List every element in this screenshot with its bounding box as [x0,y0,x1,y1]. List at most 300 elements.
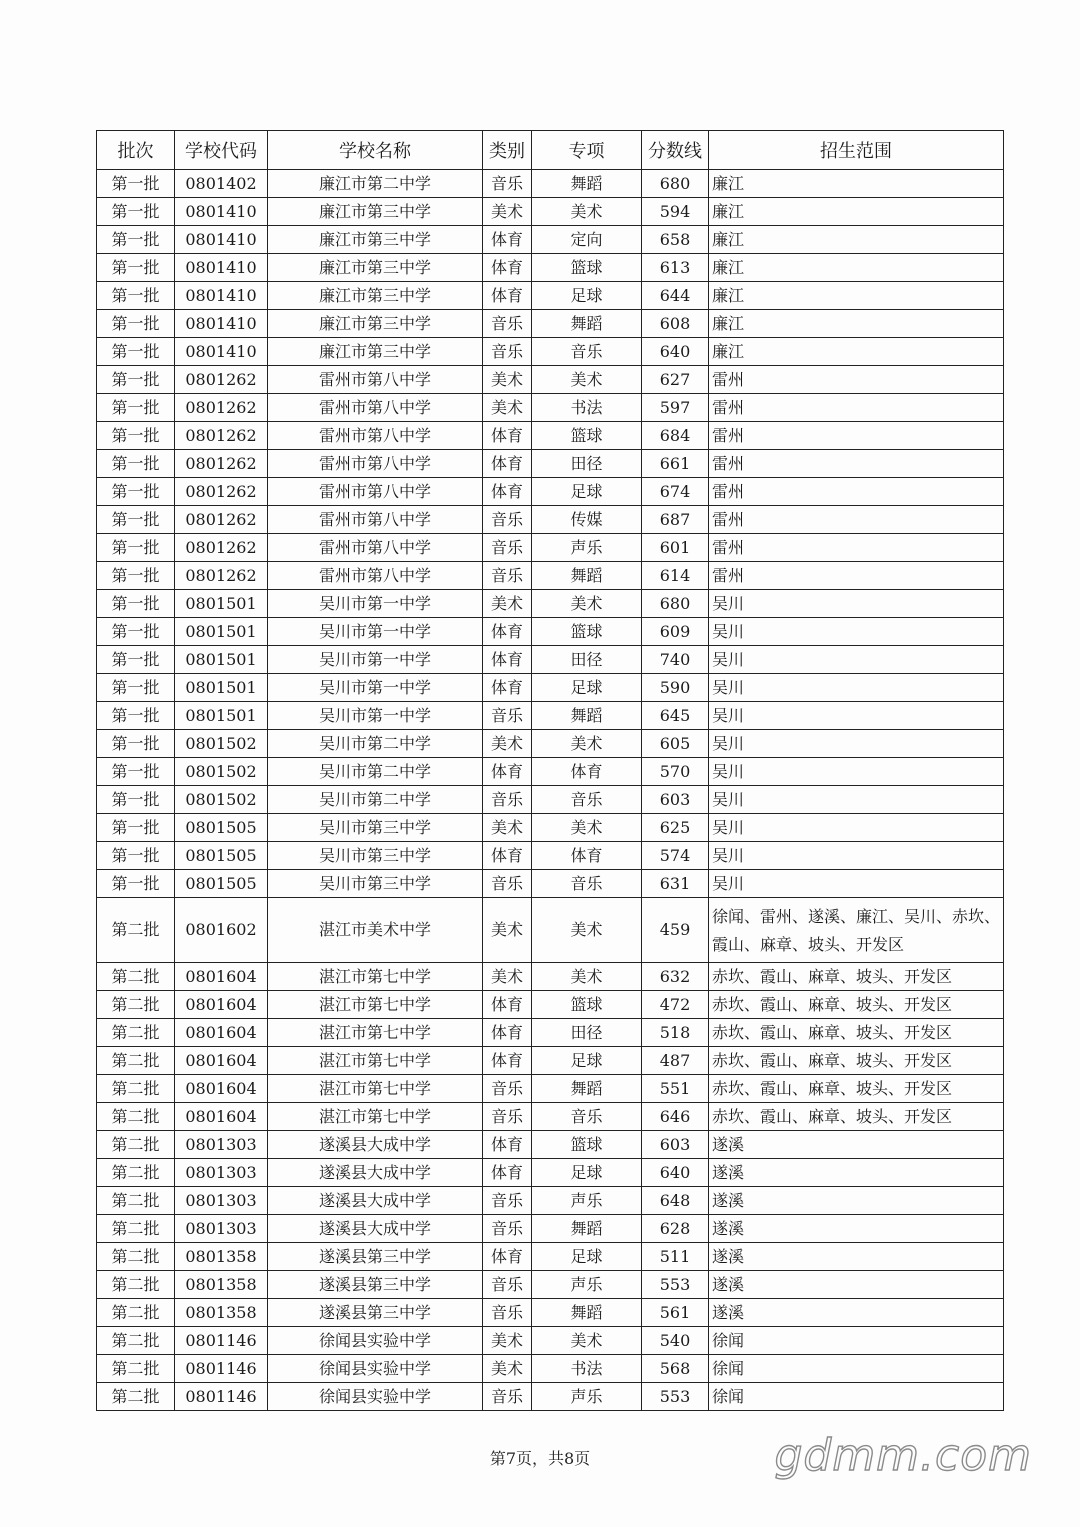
cell-score-line: 551 [642,1075,709,1103]
cell-school-code: 0801303 [175,1187,268,1215]
cell-admission-scope: 雷州 [709,422,1004,450]
cell-category: 体育 [483,1019,532,1047]
cell-school-code: 0801604 [175,963,268,991]
cell-specialty: 舞蹈 [532,702,642,730]
cell-category: 音乐 [483,562,532,590]
cell-admission-scope: 雷州 [709,506,1004,534]
cell-specialty: 舞蹈 [532,1075,642,1103]
cell-admission-scope: 廉江 [709,170,1004,198]
table-row [97,590,1004,618]
cell-specialty: 足球 [532,1159,642,1187]
table-row [97,618,1004,646]
cell-school-name: 遂溪县大成中学 [268,1131,483,1159]
cell-score-line: 603 [642,1131,709,1159]
cell-category: 美术 [483,366,532,394]
table-row [97,1019,1004,1047]
cell-specialty: 美术 [532,730,642,758]
cell-score-line: 487 [642,1047,709,1075]
cell-score-line: 640 [642,338,709,366]
cell-category: 音乐 [483,338,532,366]
cell-score-line: 680 [642,590,709,618]
cell-admission-scope: 赤坎、霞山、麻章、坡头、开发区 [709,991,1004,1019]
cell-category: 音乐 [483,170,532,198]
cell-batch: 第一批 [97,450,175,478]
cell-admission-scope: 雷州 [709,534,1004,562]
cell-school-code: 0801146 [175,1383,268,1411]
cell-admission-scope: 赤坎、霞山、麻章、坡头、开发区 [709,1019,1004,1047]
cell-school-code: 0801501 [175,702,268,730]
cell-specialty: 音乐 [532,786,642,814]
cell-score-line: 640 [642,1159,709,1187]
cell-school-name: 湛江市第七中学 [268,963,483,991]
cell-category: 体育 [483,478,532,506]
cell-school-code: 0801410 [175,226,268,254]
cell-category: 体育 [483,674,532,702]
cell-school-name: 遂溪县大成中学 [268,1159,483,1187]
cell-school-name: 吴川市第一中学 [268,590,483,618]
cell-category: 音乐 [483,702,532,730]
header-batch: 批次 [97,131,175,170]
cell-school-name: 湛江市美术中学 [268,898,483,963]
cell-score-line: 603 [642,786,709,814]
cell-admission-scope: 雷州 [709,478,1004,506]
cell-admission-scope: 遂溪 [709,1159,1004,1187]
table-row [97,758,1004,786]
cell-school-name: 遂溪县第三中学 [268,1271,483,1299]
cell-school-name: 廉江市第三中学 [268,282,483,310]
cell-batch: 第一批 [97,646,175,674]
cell-specialty: 音乐 [532,338,642,366]
cell-category: 体育 [483,1159,532,1187]
table-row [97,702,1004,730]
cell-school-name: 徐闻县实验中学 [268,1327,483,1355]
cell-batch: 第二批 [97,1243,175,1271]
cell-school-code: 0801303 [175,1215,268,1243]
cell-school-code: 0801146 [175,1327,268,1355]
cell-specialty: 舞蹈 [532,562,642,590]
cell-score-line: 459 [642,898,709,963]
cell-category: 音乐 [483,1187,532,1215]
cell-admission-scope: 赤坎、霞山、麻章、坡头、开发区 [709,1075,1004,1103]
cell-admission-scope: 吴川 [709,702,1004,730]
cell-specialty: 美术 [532,963,642,991]
cell-school-code: 0801505 [175,842,268,870]
cell-batch: 第二批 [97,1383,175,1411]
cell-specialty: 书法 [532,1355,642,1383]
cell-admission-scope: 徐闻 [709,1327,1004,1355]
table-row [97,1383,1004,1411]
cell-school-code: 0801501 [175,674,268,702]
cell-school-code: 0801604 [175,1019,268,1047]
cell-admission-scope: 遂溪 [709,1131,1004,1159]
cell-specialty: 美术 [532,366,642,394]
table-row [97,842,1004,870]
table-body [97,170,1004,1411]
cell-category: 美术 [483,898,532,963]
cell-school-code: 0801604 [175,991,268,1019]
cell-score-line: 613 [642,254,709,282]
cell-admission-scope: 廉江 [709,338,1004,366]
page-number: 第7页，共8页 [489,1449,591,1468]
cell-batch: 第一批 [97,170,175,198]
cell-school-name: 遂溪县第三中学 [268,1243,483,1271]
cell-batch: 第二批 [97,898,175,963]
table-row [97,1075,1004,1103]
cell-score-line: 646 [642,1103,709,1131]
cell-specialty: 声乐 [532,1187,642,1215]
cell-specialty: 定向 [532,226,642,254]
cell-school-name: 吴川市第一中学 [268,646,483,674]
cell-batch: 第一批 [97,842,175,870]
cell-category: 体育 [483,842,532,870]
cell-category: 体育 [483,1243,532,1271]
cell-category: 美术 [483,1327,532,1355]
cell-specialty: 田径 [532,450,642,478]
cell-school-code: 0801262 [175,506,268,534]
table-row [97,226,1004,254]
cell-batch: 第一批 [97,870,175,898]
cell-score-line: 631 [642,870,709,898]
cell-admission-scope: 遂溪 [709,1299,1004,1327]
cell-admission-scope: 吴川 [709,758,1004,786]
cell-school-name: 廉江市第三中学 [268,198,483,226]
header-score-line: 分数线 [642,131,709,170]
table-row [97,870,1004,898]
cell-school-code: 0801502 [175,786,268,814]
cell-score-line: 680 [642,170,709,198]
cell-admission-scope: 廉江 [709,254,1004,282]
cell-category: 体育 [483,450,532,478]
cell-score-line: 684 [642,422,709,450]
table-row [97,534,1004,562]
table-header-row [97,131,1004,170]
cell-category: 体育 [483,991,532,1019]
cell-admission-scope: 吴川 [709,814,1004,842]
cell-admission-scope: 雷州 [709,366,1004,394]
cell-score-line: 561 [642,1299,709,1327]
cell-category: 体育 [483,422,532,450]
cell-score-line: 540 [642,1327,709,1355]
cell-specialty: 足球 [532,1243,642,1271]
cell-school-code: 0801501 [175,646,268,674]
table-row [97,170,1004,198]
cell-admission-scope: 遂溪 [709,1215,1004,1243]
cell-specialty: 舞蹈 [532,1299,642,1327]
cell-specialty: 美术 [532,1327,642,1355]
cell-specialty: 美术 [532,898,642,963]
cell-school-name: 雷州市第八中学 [268,366,483,394]
cell-admission-scope: 吴川 [709,730,1004,758]
cell-score-line: 472 [642,991,709,1019]
cell-admission-scope: 徐闻 [709,1355,1004,1383]
cell-batch: 第一批 [97,282,175,310]
cell-score-line: 625 [642,814,709,842]
cell-admission-scope: 遂溪 [709,1271,1004,1299]
table-row [97,1327,1004,1355]
cell-category: 音乐 [483,870,532,898]
cell-score-line: 574 [642,842,709,870]
table-row [97,1355,1004,1383]
cell-category: 音乐 [483,1299,532,1327]
cell-school-name: 吴川市第一中学 [268,674,483,702]
cell-specialty: 书法 [532,394,642,422]
table-row [97,198,1004,226]
cell-school-code: 0801410 [175,198,268,226]
cell-batch: 第一批 [97,254,175,282]
cell-specialty: 篮球 [532,991,642,1019]
cell-batch: 第二批 [97,1103,175,1131]
cell-school-code: 0801502 [175,730,268,758]
cell-school-code: 0801502 [175,758,268,786]
table-row [97,366,1004,394]
cell-score-line: 601 [642,534,709,562]
cell-admission-scope: 廉江 [709,282,1004,310]
header-school-code: 学校代码 [175,131,268,170]
cell-school-name: 吴川市第二中学 [268,730,483,758]
cell-school-name: 湛江市第七中学 [268,1047,483,1075]
cell-school-name: 吴川市第一中学 [268,702,483,730]
cell-batch: 第二批 [97,1075,175,1103]
cell-batch: 第一批 [97,478,175,506]
cell-score-line: 632 [642,963,709,991]
table-row [97,1299,1004,1327]
cell-specialty: 体育 [532,842,642,870]
cell-school-name: 廉江市第二中学 [268,170,483,198]
table-row [97,786,1004,814]
cell-school-name: 湛江市第七中学 [268,1103,483,1131]
cell-category: 体育 [483,282,532,310]
cell-admission-scope: 徐闻、雷州、遂溪、廉江、吴川、赤坎、霞山、麻章、坡头、开发区 [709,898,1004,963]
cell-school-name: 吴川市第三中学 [268,870,483,898]
cell-score-line: 627 [642,366,709,394]
cell-category: 美术 [483,814,532,842]
cell-category: 美术 [483,198,532,226]
cell-school-name: 湛江市第七中学 [268,1019,483,1047]
cell-admission-scope: 廉江 [709,198,1004,226]
cell-score-line: 609 [642,618,709,646]
cell-school-name: 雷州市第八中学 [268,422,483,450]
header-admission-scope: 招生范围 [709,131,1004,170]
cell-batch: 第二批 [97,1019,175,1047]
cell-school-name: 廉江市第三中学 [268,226,483,254]
cell-school-code: 0801262 [175,562,268,590]
cell-admission-scope: 雷州 [709,394,1004,422]
cell-batch: 第一批 [97,198,175,226]
table-row [97,674,1004,702]
cell-specialty: 篮球 [532,422,642,450]
cell-score-line: 608 [642,310,709,338]
cell-admission-scope: 遂溪 [709,1187,1004,1215]
cell-school-name: 吴川市第一中学 [268,618,483,646]
cell-score-line: 605 [642,730,709,758]
cell-batch: 第一批 [97,310,175,338]
cell-score-line: 740 [642,646,709,674]
cell-batch: 第一批 [97,730,175,758]
table-row [97,338,1004,366]
cell-batch: 第二批 [97,963,175,991]
table-row [97,1271,1004,1299]
cell-admission-scope: 吴川 [709,842,1004,870]
table-row [97,1159,1004,1187]
cell-score-line: 644 [642,282,709,310]
table-row [97,394,1004,422]
cell-specialty: 舞蹈 [532,170,642,198]
cell-admission-scope: 遂溪 [709,1243,1004,1271]
cell-category: 音乐 [483,1271,532,1299]
cell-admission-scope: 吴川 [709,646,1004,674]
cell-school-code: 0801262 [175,478,268,506]
cell-category: 音乐 [483,534,532,562]
table-row [97,282,1004,310]
cell-admission-scope: 廉江 [709,310,1004,338]
cell-school-name: 雷州市第八中学 [268,450,483,478]
cell-school-code: 0801262 [175,450,268,478]
cell-school-code: 0801410 [175,338,268,366]
table-row [97,1047,1004,1075]
cell-batch: 第一批 [97,394,175,422]
cell-school-name: 雷州市第八中学 [268,478,483,506]
cell-batch: 第一批 [97,534,175,562]
cell-specialty: 声乐 [532,1383,642,1411]
table-row [97,991,1004,1019]
cell-school-name: 遂溪县大成中学 [268,1215,483,1243]
header-category: 类别 [483,131,532,170]
cell-school-code: 0801410 [175,282,268,310]
cell-score-line: 568 [642,1355,709,1383]
cell-specialty: 篮球 [532,254,642,282]
cell-batch: 第二批 [97,1355,175,1383]
cell-category: 美术 [483,730,532,758]
cell-score-line: 553 [642,1271,709,1299]
table-row [97,1103,1004,1131]
cell-batch: 第二批 [97,1159,175,1187]
cell-specialty: 篮球 [532,1131,642,1159]
cell-category: 体育 [483,1047,532,1075]
table-row [97,310,1004,338]
cell-batch: 第一批 [97,366,175,394]
cell-category: 体育 [483,1131,532,1159]
cell-batch: 第一批 [97,758,175,786]
cell-category: 音乐 [483,506,532,534]
cell-admission-scope: 赤坎、霞山、麻章、坡头、开发区 [709,1047,1004,1075]
table-row [97,1131,1004,1159]
cell-school-name: 吴川市第三中学 [268,814,483,842]
table-row [97,730,1004,758]
cell-school-name: 遂溪县第三中学 [268,1299,483,1327]
cell-school-code: 0801303 [175,1131,268,1159]
cell-batch: 第二批 [97,1131,175,1159]
cell-specialty: 音乐 [532,1103,642,1131]
cell-specialty: 足球 [532,1047,642,1075]
cell-specialty: 声乐 [532,1271,642,1299]
cell-school-code: 0801604 [175,1103,268,1131]
cell-school-name: 雷州市第八中学 [268,534,483,562]
cell-category: 美术 [483,590,532,618]
cell-score-line: 590 [642,674,709,702]
cell-batch: 第一批 [97,674,175,702]
cell-batch: 第一批 [97,338,175,366]
table-row [97,646,1004,674]
cell-batch: 第一批 [97,506,175,534]
cell-admission-scope: 廉江 [709,226,1004,254]
admission-score-table [96,130,1004,1411]
cell-category: 音乐 [483,786,532,814]
cell-batch: 第二批 [97,1271,175,1299]
cell-score-line: 674 [642,478,709,506]
cell-score-line: 570 [642,758,709,786]
cell-school-name: 吴川市第二中学 [268,786,483,814]
cell-score-line: 687 [642,506,709,534]
cell-specialty: 美术 [532,814,642,842]
cell-school-code: 0801262 [175,394,268,422]
cell-batch: 第一批 [97,702,175,730]
header-school-name: 学校名称 [268,131,483,170]
cell-specialty: 音乐 [532,870,642,898]
cell-specialty: 田径 [532,1019,642,1047]
cell-batch: 第一批 [97,226,175,254]
cell-score-line: 594 [642,198,709,226]
cell-school-code: 0801505 [175,870,268,898]
cell-admission-scope: 吴川 [709,674,1004,702]
cell-score-line: 597 [642,394,709,422]
cell-batch: 第一批 [97,422,175,450]
cell-specialty: 舞蹈 [532,310,642,338]
cell-specialty: 美术 [532,590,642,618]
cell-batch: 第一批 [97,786,175,814]
cell-school-code: 0801358 [175,1271,268,1299]
cell-batch: 第二批 [97,1187,175,1215]
cell-admission-scope: 吴川 [709,590,1004,618]
cell-school-name: 廉江市第三中学 [268,310,483,338]
cell-school-name: 徐闻县实验中学 [268,1383,483,1411]
cell-specialty: 体育 [532,758,642,786]
cell-category: 美术 [483,963,532,991]
cell-admission-scope: 吴川 [709,786,1004,814]
table-row [97,1215,1004,1243]
table-row [97,814,1004,842]
cell-batch: 第一批 [97,590,175,618]
cell-specialty: 美术 [532,198,642,226]
cell-school-name: 雷州市第八中学 [268,562,483,590]
cell-score-line: 614 [642,562,709,590]
cell-batch: 第二批 [97,1299,175,1327]
cell-admission-scope: 吴川 [709,618,1004,646]
table-row [97,562,1004,590]
cell-school-code: 0801505 [175,814,268,842]
cell-batch: 第一批 [97,618,175,646]
cell-school-name: 湛江市第七中学 [268,991,483,1019]
cell-school-code: 0801262 [175,534,268,562]
cell-school-code: 0801146 [175,1355,268,1383]
cell-school-code: 0801604 [175,1075,268,1103]
cell-school-name: 廉江市第三中学 [268,254,483,282]
cell-category: 体育 [483,254,532,282]
cell-category: 体育 [483,758,532,786]
cell-admission-scope: 徐闻 [709,1383,1004,1411]
cell-school-code: 0801358 [175,1243,268,1271]
cell-school-name: 吴川市第二中学 [268,758,483,786]
cell-specialty: 足球 [532,282,642,310]
cell-specialty: 舞蹈 [532,1215,642,1243]
watermark-logo: gdmm.com [774,1430,1032,1481]
cell-school-code: 0801303 [175,1159,268,1187]
cell-school-code: 0801410 [175,254,268,282]
table-row [97,1187,1004,1215]
table-row [97,963,1004,991]
cell-score-line: 648 [642,1187,709,1215]
cell-category: 体育 [483,226,532,254]
cell-school-code: 0801358 [175,1299,268,1327]
